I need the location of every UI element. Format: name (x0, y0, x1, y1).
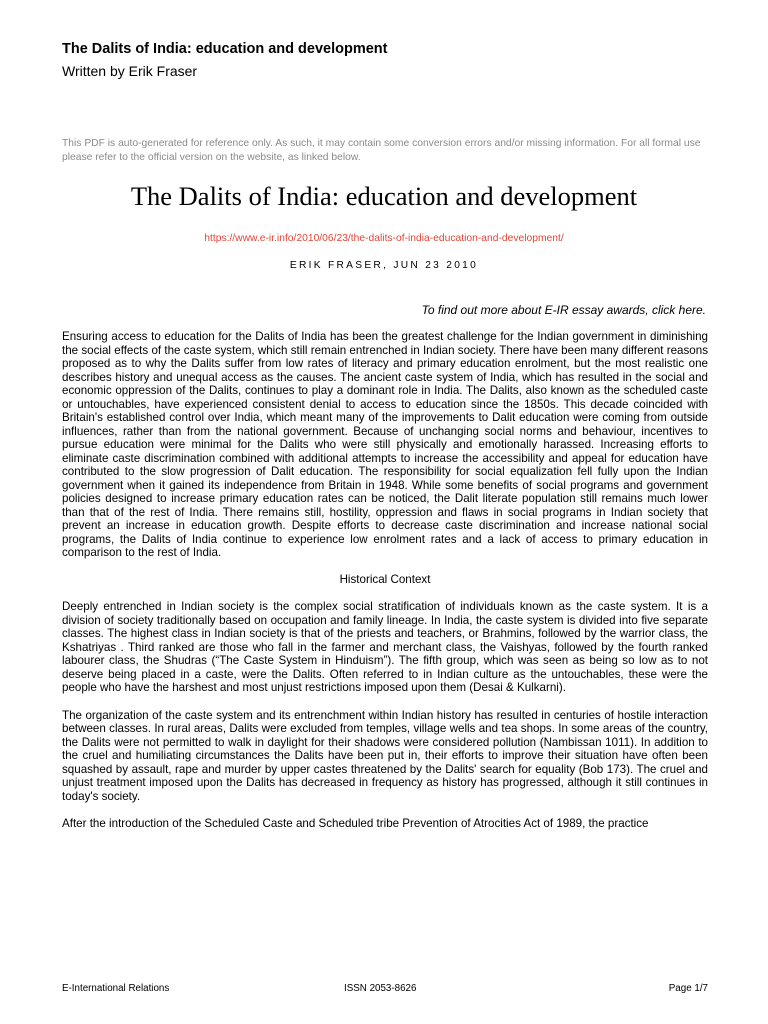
paragraph: After the introduction of the Scheduled Caste and Scheduled tribe Prevention of Atrocities Act of 1989, the practice (62, 817, 649, 830)
footer-publisher: E-International Relations (62, 983, 170, 994)
header-title: The Dalits of India: education and development (62, 41, 388, 57)
article-url-link[interactable]: https://www.e-ir.info/2010/06/23/the-dalits-of-india-education-and-development/ (204, 233, 564, 244)
pdf-notice: This PDF is auto-generated for reference only. As such, it may contain some conversion errors and/or missing information. For all formal use please refer to the official version on the website, as linked below. (62, 138, 701, 163)
essay-awards-link[interactable]: To find out more about E-IR essay awards, click here. (421, 303, 706, 317)
section-heading: Historical Context (339, 572, 431, 586)
article-byline: ERIK FRASER, JUN 23 2010 (289, 260, 479, 271)
footer-page-number: Page 1/7 (668, 983, 708, 994)
header-author: Written by Erik Fraser (62, 63, 198, 79)
footer-issn: ISSN 2053-8626 (344, 983, 417, 994)
paragraph: The organization of the caste system and its entrenchment within Indian history has resulted in centuries of hostile interaction between classes. In rural areas, Dalits were excluded from temples, village wells and tea shops. In some areas of the country, the Dalits were not permitted to walk in daylight for their shadows were considered pollution (Nambissan 1011). In addition to the cruel and humiliating circumstances the Dalits have been put in, their efforts to improve their situation have often been squashed by assault, rape and murder by upper castes threatened by the Dalits' search for equality (Bob 173). The cruel and unjust treatment imposed upon the Dalits has decreased in frequency as history has progressed, although it still continues in today's society. (62, 708, 708, 803)
paragraph: Deeply entrenched in Indian society is the complex social stratification of individuals known as the caste system. It is a division of society traditionally based on occupation and family lineage. In India, the caste system is divided into five separate classes. The highest class in Indian society is that of the priests and teachers, or Brahmins, followed by the warrior class, the Kshatriyas . Third ranked are those who fall in the farmer and merchant class, the Vaishyas, followed by the fourth ranked labourer class, the Shudras (“The Caste System in Hinduism”). The fifth group, which was seen as being so low as to not deserve being placed in a caste, were the Dalits. Often referred to in Indian culture as the untouchables, these were the people who have the harshest and most unjust restrictions imposed upon them (Desai & Kulkarni). (62, 600, 708, 694)
article-body (62, 330, 708, 831)
article-title: The Dalits of India: education and development (130, 181, 638, 211)
paragraph: Ensuring access to education for the Dalits of India has been the greatest challenge for the Indian government in diminishing the social effects of the caste system, which still remain entrenched in Indian society. There have been many different reasons proposed as to why the Dalits suffer from low rates of literacy and primary education enrolment, but the most realistic one describes history and unequal access as the causes. The ancient caste system of India, which has resulted in the social and economic oppression of the Dalits, continues to play a dominant role in India. The Dalits, also known as the scheduled caste or untouchables, have experienced consistent denial to access to education since the 1850s. This decade coincided with Britain's established control over India, which meant many of the improvements to Dalit education were coming from outside influences, rather than from the national government. Because of unchanging social norms and behaviour, incentives to pursue education were minimal for the Dalits who were still physically and emotionally harassed. Increasing efforts to eliminate caste discrimination combined with additional attempts to increase the accessibility and appeal for education have contributed to the slow progression of Dalit education. The responsibility for social equalization fell fully upon the Indian government when it gained its independence from Britain in 1948. While some benefits of social programs and government policies designed to increase primary education rates can be noticed, the Dalit literate population still remains much lower than that of the rest of India. There remains still, hostility, oppression and flaws in social programs in Indian society that prevent an increase in education growth. Despite efforts to decrease caste discrimination and increase national social programs, the Dalits of India continue to experience low enrolment rates and a lack of access to primary education in comparison to the rest of India. (62, 330, 708, 559)
